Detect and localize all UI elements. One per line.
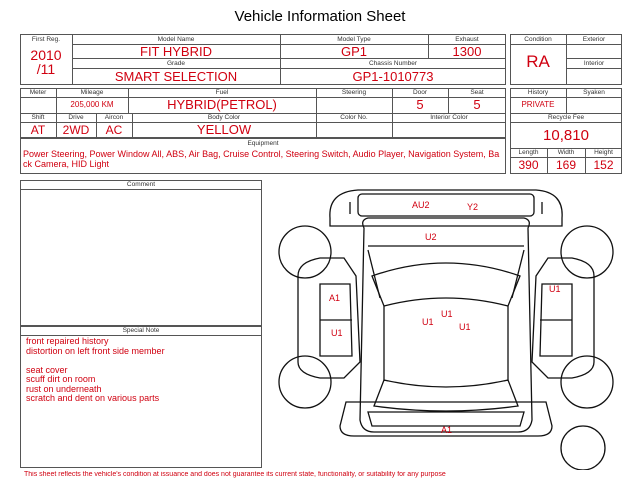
width-value: 169 (555, 158, 577, 172)
aircon-label: Aircon (104, 114, 124, 121)
syaken-label: Syaken (583, 89, 605, 96)
exhaust-label: Exhaust (455, 36, 479, 43)
special-note-list (26, 337, 260, 404)
special-note-item: scuff dirt on room (26, 374, 96, 384)
history-label: History (527, 89, 549, 96)
special-note-item: rust on underneath (26, 383, 102, 394)
wheel-spare (561, 426, 605, 470)
special-note-label: Special Note (122, 327, 160, 334)
meter-label: Meter (29, 89, 47, 96)
damage-mark-u1-center-left: U1 (422, 317, 434, 327)
special-note-item: distortion on left front side member (26, 345, 165, 356)
comment-box (20, 180, 262, 326)
car-body-top (360, 218, 532, 432)
damage-mark-au2: AU2 (412, 200, 430, 210)
recycle-fee-label: Recycle Fee (547, 114, 585, 121)
exterior-label: Exterior (582, 36, 606, 43)
history-value: PRIVATE (521, 100, 555, 109)
wheel-rear-left (279, 356, 331, 408)
door-label: Door (412, 89, 428, 96)
front-bumper-outline (330, 190, 562, 226)
equipment-value: Power Steering, Power Window All, ABS, Air Bag, Cruise Control, Steering Switch, Audio Player, Navigation System, Back Camera, HID Light (23, 149, 500, 169)
body-color-value: YELLOW (196, 122, 252, 137)
model-type-value: GP1 (340, 44, 367, 59)
length-value: 390 (518, 158, 539, 172)
shift-label: Shift (31, 114, 45, 121)
interior-color-label: Interior Color (430, 114, 468, 121)
exhaust-value: 1300 (452, 44, 482, 59)
damage-mark-y2: Y2 (467, 202, 479, 212)
damage-mark-a1-left: A1 (329, 293, 341, 303)
model-name-label: Model Name (157, 36, 195, 43)
height-value: 152 (593, 158, 614, 172)
height-label: Height (594, 149, 613, 156)
body-color-label: Body Color (207, 114, 241, 121)
chassis-number-value: GP1-1010773 (352, 69, 434, 84)
steering-label: Steering (341, 89, 367, 96)
interior-label: Interior (583, 60, 605, 67)
mileage-value: 205,000 KM (70, 100, 114, 109)
mileage-label: Mileage (80, 89, 104, 96)
equipment-label: Equipment (247, 140, 279, 147)
length-label: Length (518, 149, 539, 156)
damage-mark-u1-right: U1 (549, 284, 561, 294)
fuel-label: Fuel (215, 89, 229, 96)
damage-mark-u1-left: U1 (331, 328, 343, 338)
model-type-label: Model Type (337, 36, 371, 43)
sheet-title: Vehicle Information Sheet (234, 8, 406, 25)
model-name-value: FIT HYBRID (140, 44, 212, 59)
grade-value: SMART SELECTION (114, 69, 238, 84)
condition-value: RA (526, 52, 550, 71)
damage-mark-u2: U2 (425, 232, 437, 242)
footer-disclaimer: This sheet reflects the vehicle's condition at issuance and does not guarantee its current state, functionality, or suitability for any purpose (24, 471, 446, 478)
damage-mark-u1-center-top: U1 (441, 309, 453, 319)
wheel-front-left (279, 226, 331, 278)
first-reg-label: First Reg. (31, 36, 61, 43)
door-value: 5 (416, 97, 424, 112)
condition-label: Condition (524, 36, 552, 43)
special-note-item: front repaired history (26, 336, 109, 346)
fuel-value: HYBRID(PETROL) (167, 97, 277, 112)
recycle-fee-value: 10,810 (543, 127, 589, 144)
damage-mark-u1-center-right: U1 (459, 322, 471, 332)
shift-value: AT (30, 123, 46, 137)
special-note-item: scratch and dent on various parts (26, 393, 160, 403)
comment-label: Comment (126, 181, 156, 188)
aircon-value: AC (105, 123, 123, 137)
damage-mark-a1-rear: A1 (441, 425, 453, 435)
special-note-item: seat cover (26, 364, 68, 375)
color-no-label: Color No. (340, 114, 368, 121)
width-label: Width (557, 149, 575, 156)
chassis-number-label: Chassis Number (368, 60, 418, 67)
wheel-front-right (561, 226, 613, 278)
seat-value: 5 (473, 97, 481, 112)
drive-value: 2WD (62, 123, 90, 137)
grade-label: Grade (166, 60, 186, 67)
wheel-rear-right (561, 356, 613, 408)
seat-label: Seat (470, 89, 484, 96)
first-reg-value: 2010 /11 (30, 47, 62, 77)
drive-label: Drive (68, 114, 84, 121)
